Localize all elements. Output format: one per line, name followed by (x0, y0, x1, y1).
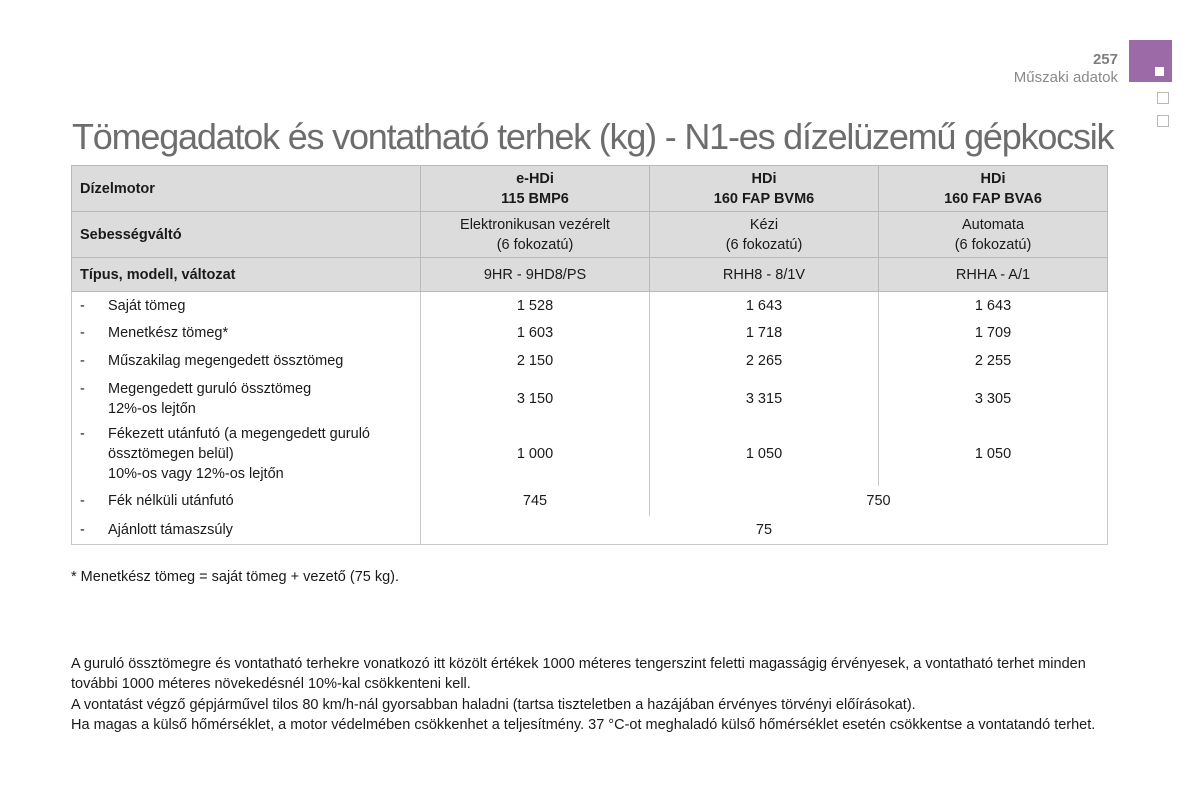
chapter-tab-marker (1155, 67, 1164, 76)
table-cell: 1 000 (421, 422, 650, 486)
table-cell: 750 (650, 486, 1108, 516)
nav-square-1 (1157, 92, 1169, 104)
gearbox-col-2 (650, 212, 879, 258)
gearbox-speeds: (6 fokozatú) (954, 236, 1032, 253)
engine-variant: 115 BMP6 (501, 190, 569, 207)
table-cell: 3 305 (879, 376, 1108, 422)
table-cell: 2 150 (421, 347, 650, 376)
table-cell: 3 150 (421, 376, 650, 422)
weights-table (71, 165, 1108, 545)
row-label: Menetkész tömeg* (108, 325, 229, 341)
note-paragraph: Ha magas a külső hőmérséklet, a motor védelmében csökkenhet a teljesítmény. 37 °C-ot meghaladó külső hőmérséklet esetén csökkentse a vontatandó terhet. (71, 716, 1096, 733)
table-cell: 2 255 (879, 347, 1108, 376)
table-cell: 1 643 (879, 292, 1108, 320)
type-col-3: RHHA - A/1 (879, 258, 1108, 292)
table-cell: 745 (421, 486, 650, 516)
type-row (72, 258, 1108, 292)
type-label: Típus, modell, változat (72, 258, 421, 292)
row-label (108, 424, 408, 484)
table-cell: 1 718 (650, 320, 879, 347)
engine-variant: 160 FAP BVM6 (713, 190, 815, 207)
gearbox-col-1 (421, 212, 650, 258)
table-cell: 1 643 (650, 292, 879, 320)
table-row (72, 376, 1108, 422)
gearbox-type: Elektronikusan vezérelt (460, 216, 610, 233)
engine-row (72, 166, 1108, 212)
row-label-line: 10%-os vagy 12%-os lejtőn (108, 465, 284, 482)
row-dash: - (80, 492, 85, 509)
nav-square-2 (1157, 115, 1169, 127)
table-cell: 75 (421, 516, 1108, 545)
row-label-line: 12%-os lejtőn (108, 400, 196, 417)
table-row (72, 292, 1108, 320)
note-paragraph: A guruló össztömegre és vontatható terhekre vonatkozó itt közölt értékek 1000 méteres tengerszint feletti magasságig érvényesek, a vontatható terhet minden további 1000 méteres növekedésnél 10%-kal csökkenteni kell. (71, 656, 1086, 693)
gearbox-type: Kézi (749, 216, 779, 233)
row-dash: - (80, 325, 85, 341)
row-label (108, 379, 408, 419)
row-dash: - (80, 353, 85, 369)
engine-col-1 (421, 166, 650, 212)
table-cell: 1 603 (421, 320, 650, 347)
footnote: * Menetkész tömeg = saját tömeg + vezető (75 kg). (71, 569, 400, 585)
engine-name: HDi (751, 170, 777, 187)
gearbox-col-3 (879, 212, 1108, 258)
page-number: 257 (1092, 51, 1118, 68)
notes (71, 654, 1111, 735)
table-cell: 1 050 (879, 422, 1108, 486)
row-dash: - (80, 380, 85, 397)
row-label: Műszakilag megengedett össztömeg (108, 353, 344, 369)
row-label: Ajánlott támaszsúly (108, 521, 233, 538)
table-row (72, 516, 1108, 545)
table-cell: 3 315 (650, 376, 879, 422)
row-label-line: Megengedett guruló össztömeg (108, 380, 312, 397)
table-row (72, 486, 1108, 516)
engine-label: Dízelmotor (72, 166, 421, 212)
table-cell: 2 265 (650, 347, 879, 376)
type-col-1: 9HR - 9HD8/PS (421, 258, 650, 292)
engine-col-2 (650, 166, 879, 212)
chapter-tab (1129, 40, 1172, 82)
gearbox-speeds: (6 fokozatú) (725, 236, 803, 253)
row-label: Fék nélküli utánfutó (108, 492, 234, 509)
table-cell: 1 050 (650, 422, 879, 486)
gearbox-speeds: (6 fokozatú) (496, 236, 574, 253)
row-dash: - (80, 521, 85, 538)
table-cell: 1 709 (879, 320, 1108, 347)
row-label-line: össztömegen belül) (108, 445, 234, 462)
table-row (72, 347, 1108, 376)
row-dash: - (80, 297, 85, 314)
row-dash: - (80, 425, 85, 442)
gearbox-row (72, 212, 1108, 258)
type-col-2: RHH8 - 8/1V (650, 258, 879, 292)
note-paragraph: A vontatást végző gépjárművel tilos 80 km/h-nál gyorsabban haladni (tartsa tiszteletben a hazájában érvényes törvényi előírásokat). (71, 696, 916, 713)
gearbox-type: Automata (961, 216, 1025, 233)
engine-col-3 (879, 166, 1108, 212)
gearbox-label: Sebességváltó (72, 212, 421, 258)
engine-variant: 160 FAP BVA6 (944, 190, 1042, 207)
table-row (72, 320, 1108, 347)
row-label-line: Fékezett utánfutó (a megengedett guruló (108, 425, 370, 442)
table-cell: 1 528 (421, 292, 650, 320)
row-label: Saját tömeg (108, 297, 186, 314)
engine-name: e-HDi (516, 170, 554, 187)
table-row (72, 422, 1108, 486)
page-title: Tömegadatok és vontatható terhek (kg) - N1-es dízelüzemű gépkocsik (72, 116, 1114, 157)
engine-name: HDi (980, 170, 1006, 187)
section-name: Műszaki adatok (1013, 69, 1118, 86)
